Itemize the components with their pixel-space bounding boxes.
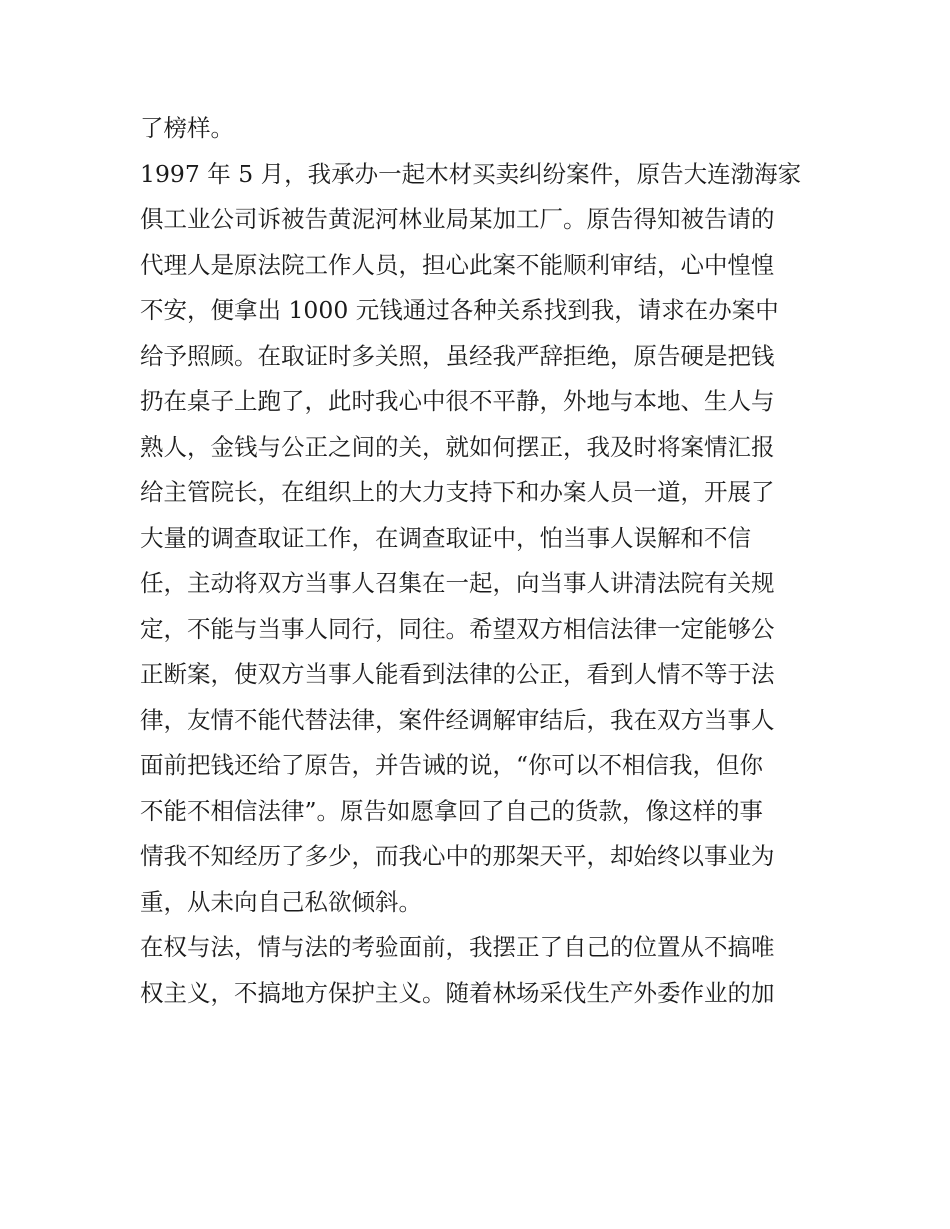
text-line: 任，主动将双方当事人召集在一起，向当事人讲清法院有关规 bbox=[140, 569, 775, 597]
text-line: 扔在桌子上跑了，此时我心中很不平静，外地与本地、生人与 bbox=[140, 387, 775, 415]
text-line: 熟人，金钱与公正之间的关，就如何摆正，我及时将案情汇报 bbox=[140, 432, 775, 461]
text-line: 正断案，使双方当事人能看到法律的公正，看到人情不等于法 bbox=[140, 660, 775, 688]
text-line: 情我不知经历了多少，而我心中的那架天平，却始终以事业为 bbox=[140, 842, 775, 870]
text-line: 给予照顾。在取证时多关照，虽经我严辞拒绝，原告硬是把钱 bbox=[140, 341, 775, 370]
text-line: 代理人是原法院工作人员，担心此案不能顺利审结，心中惶惶 bbox=[140, 250, 775, 279]
text-line: 面前把钱还给了原告，并告诫的说，“你可以不相信我，但你 bbox=[140, 751, 764, 779]
text-line: 不能不相信法律”。原告如愿拿回了自己的货款，像这样的事 bbox=[140, 796, 764, 825]
text-line: 了榜样。 bbox=[140, 114, 234, 142]
document-body bbox=[140, 106, 820, 1016]
text-line: 俱工业公司诉被告黄泥河林业局某加工厂。原告得知被告请的 bbox=[140, 205, 775, 233]
text-line: 给主管院长，在组织上的大力支持下和办案人员一道，开展了 bbox=[140, 478, 775, 506]
text-line: 1997 年 5 月，我承办一起木材买卖纠纷案件，原告大连渤海家 bbox=[140, 159, 802, 188]
text-line: 不安，便拿出 1000 元钱通过各种关系找到我，请求在办案中 bbox=[140, 296, 779, 324]
text-line: 权主义，不搞地方保护主义。随着林场采伐生产外委作业的加 bbox=[140, 978, 775, 1007]
text-line: 定，不能与当事人同行，同往。希望双方相信法律一定能够公 bbox=[140, 614, 775, 643]
text-line: 在权与法，情与法的考验面前，我摆正了自己的位置从不搞唯 bbox=[140, 933, 775, 961]
text-line: 重，从未向自己私欲倾斜。 bbox=[140, 887, 422, 916]
text-line: 律，友情不能代替法律，案件经调解审结后，我在双方当事人 bbox=[140, 705, 775, 734]
text-line: 大量的调查取证工作，在调查取证中，怕当事人误解和不信 bbox=[140, 523, 751, 552]
